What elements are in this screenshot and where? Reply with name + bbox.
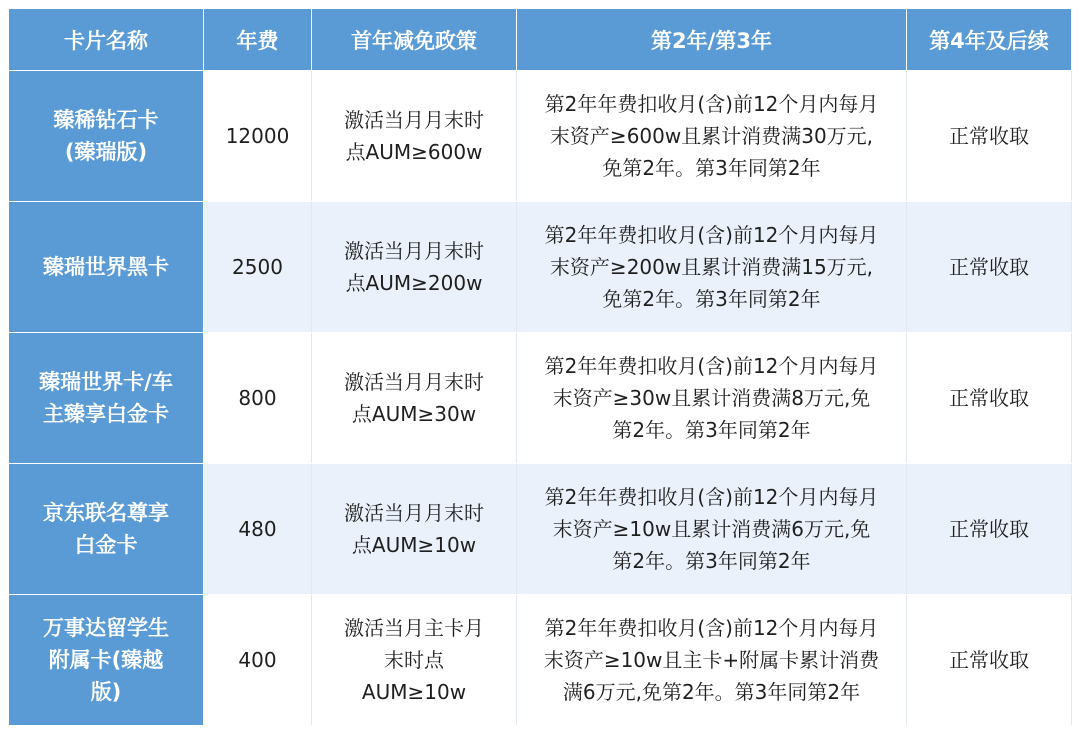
card-name-cell: 臻稀钻石卡 (臻瑞版) — [9, 71, 204, 202]
table-row — [9, 71, 1072, 202]
table-row — [9, 202, 1072, 333]
year4-plus-cell: 正常收取 — [907, 71, 1072, 202]
first-year-policy-cell: 激活当月主卡月 末时点 AUM≥10w — [312, 595, 517, 726]
first-year-policy-cell: 激活当月月末时 点AUM≥200w — [312, 202, 517, 333]
fee-policy-table-container — [8, 8, 1071, 726]
annual-fee-cell: 480 — [204, 464, 312, 595]
card-name-cell: 臻瑞世界黑卡 — [9, 202, 204, 333]
card-name-cell: 京东联名尊享 白金卡 — [9, 464, 204, 595]
annual-fee-cell: 400 — [204, 595, 312, 726]
header-year2-year3: 第2年/第3年 — [517, 9, 907, 71]
year2-year3-cell: 第2年年费扣收月(含)前12个月内每月 末资产≥200w且累计消费满15万元, 免第2年。第3年同第2年 — [517, 202, 907, 333]
year4-plus-cell: 正常收取 — [907, 464, 1072, 595]
year4-plus-cell: 正常收取 — [907, 333, 1072, 464]
first-year-policy-cell: 激活当月月末时 点AUM≥30w — [312, 333, 517, 464]
annual-fee-cell: 800 — [204, 333, 312, 464]
first-year-policy-cell: 激活当月月末时 点AUM≥10w — [312, 464, 517, 595]
annual-fee-cell: 2500 — [204, 202, 312, 333]
year2-year3-cell: 第2年年费扣收月(含)前12个月内每月 末资产≥600w且累计消费满30万元, 免第2年。第3年同第2年 — [517, 71, 907, 202]
table-row — [9, 595, 1072, 726]
card-name-cell: 臻瑞世界卡/车 主臻享白金卡 — [9, 333, 204, 464]
header-row — [9, 9, 1072, 71]
annual-fee-cell: 12000 — [204, 71, 312, 202]
year4-plus-cell: 正常收取 — [907, 595, 1072, 726]
year4-plus-cell: 正常收取 — [907, 202, 1072, 333]
fee-policy-table — [8, 8, 1072, 726]
header-annual-fee: 年费 — [204, 9, 312, 71]
first-year-policy-cell: 激活当月月末时 点AUM≥600w — [312, 71, 517, 202]
header-first-year-policy: 首年减免政策 — [312, 9, 517, 71]
table-row — [9, 464, 1072, 595]
header-card-name: 卡片名称 — [9, 9, 204, 71]
year2-year3-cell: 第2年年费扣收月(含)前12个月内每月 末资产≥10w且主卡+附属卡累计消费 满6万元,免第2年。第3年同第2年 — [517, 595, 907, 726]
table-row — [9, 333, 1072, 464]
year2-year3-cell: 第2年年费扣收月(含)前12个月内每月 末资产≥10w且累计消费满6万元,免 第2年。第3年同第2年 — [517, 464, 907, 595]
year2-year3-cell: 第2年年费扣收月(含)前12个月内每月 末资产≥30w且累计消费满8万元,免 第2年。第3年同第2年 — [517, 333, 907, 464]
card-name-cell: 万事达留学生 附属卡(臻越 版) — [9, 595, 204, 726]
header-year4-plus: 第4年及后续 — [907, 9, 1072, 71]
